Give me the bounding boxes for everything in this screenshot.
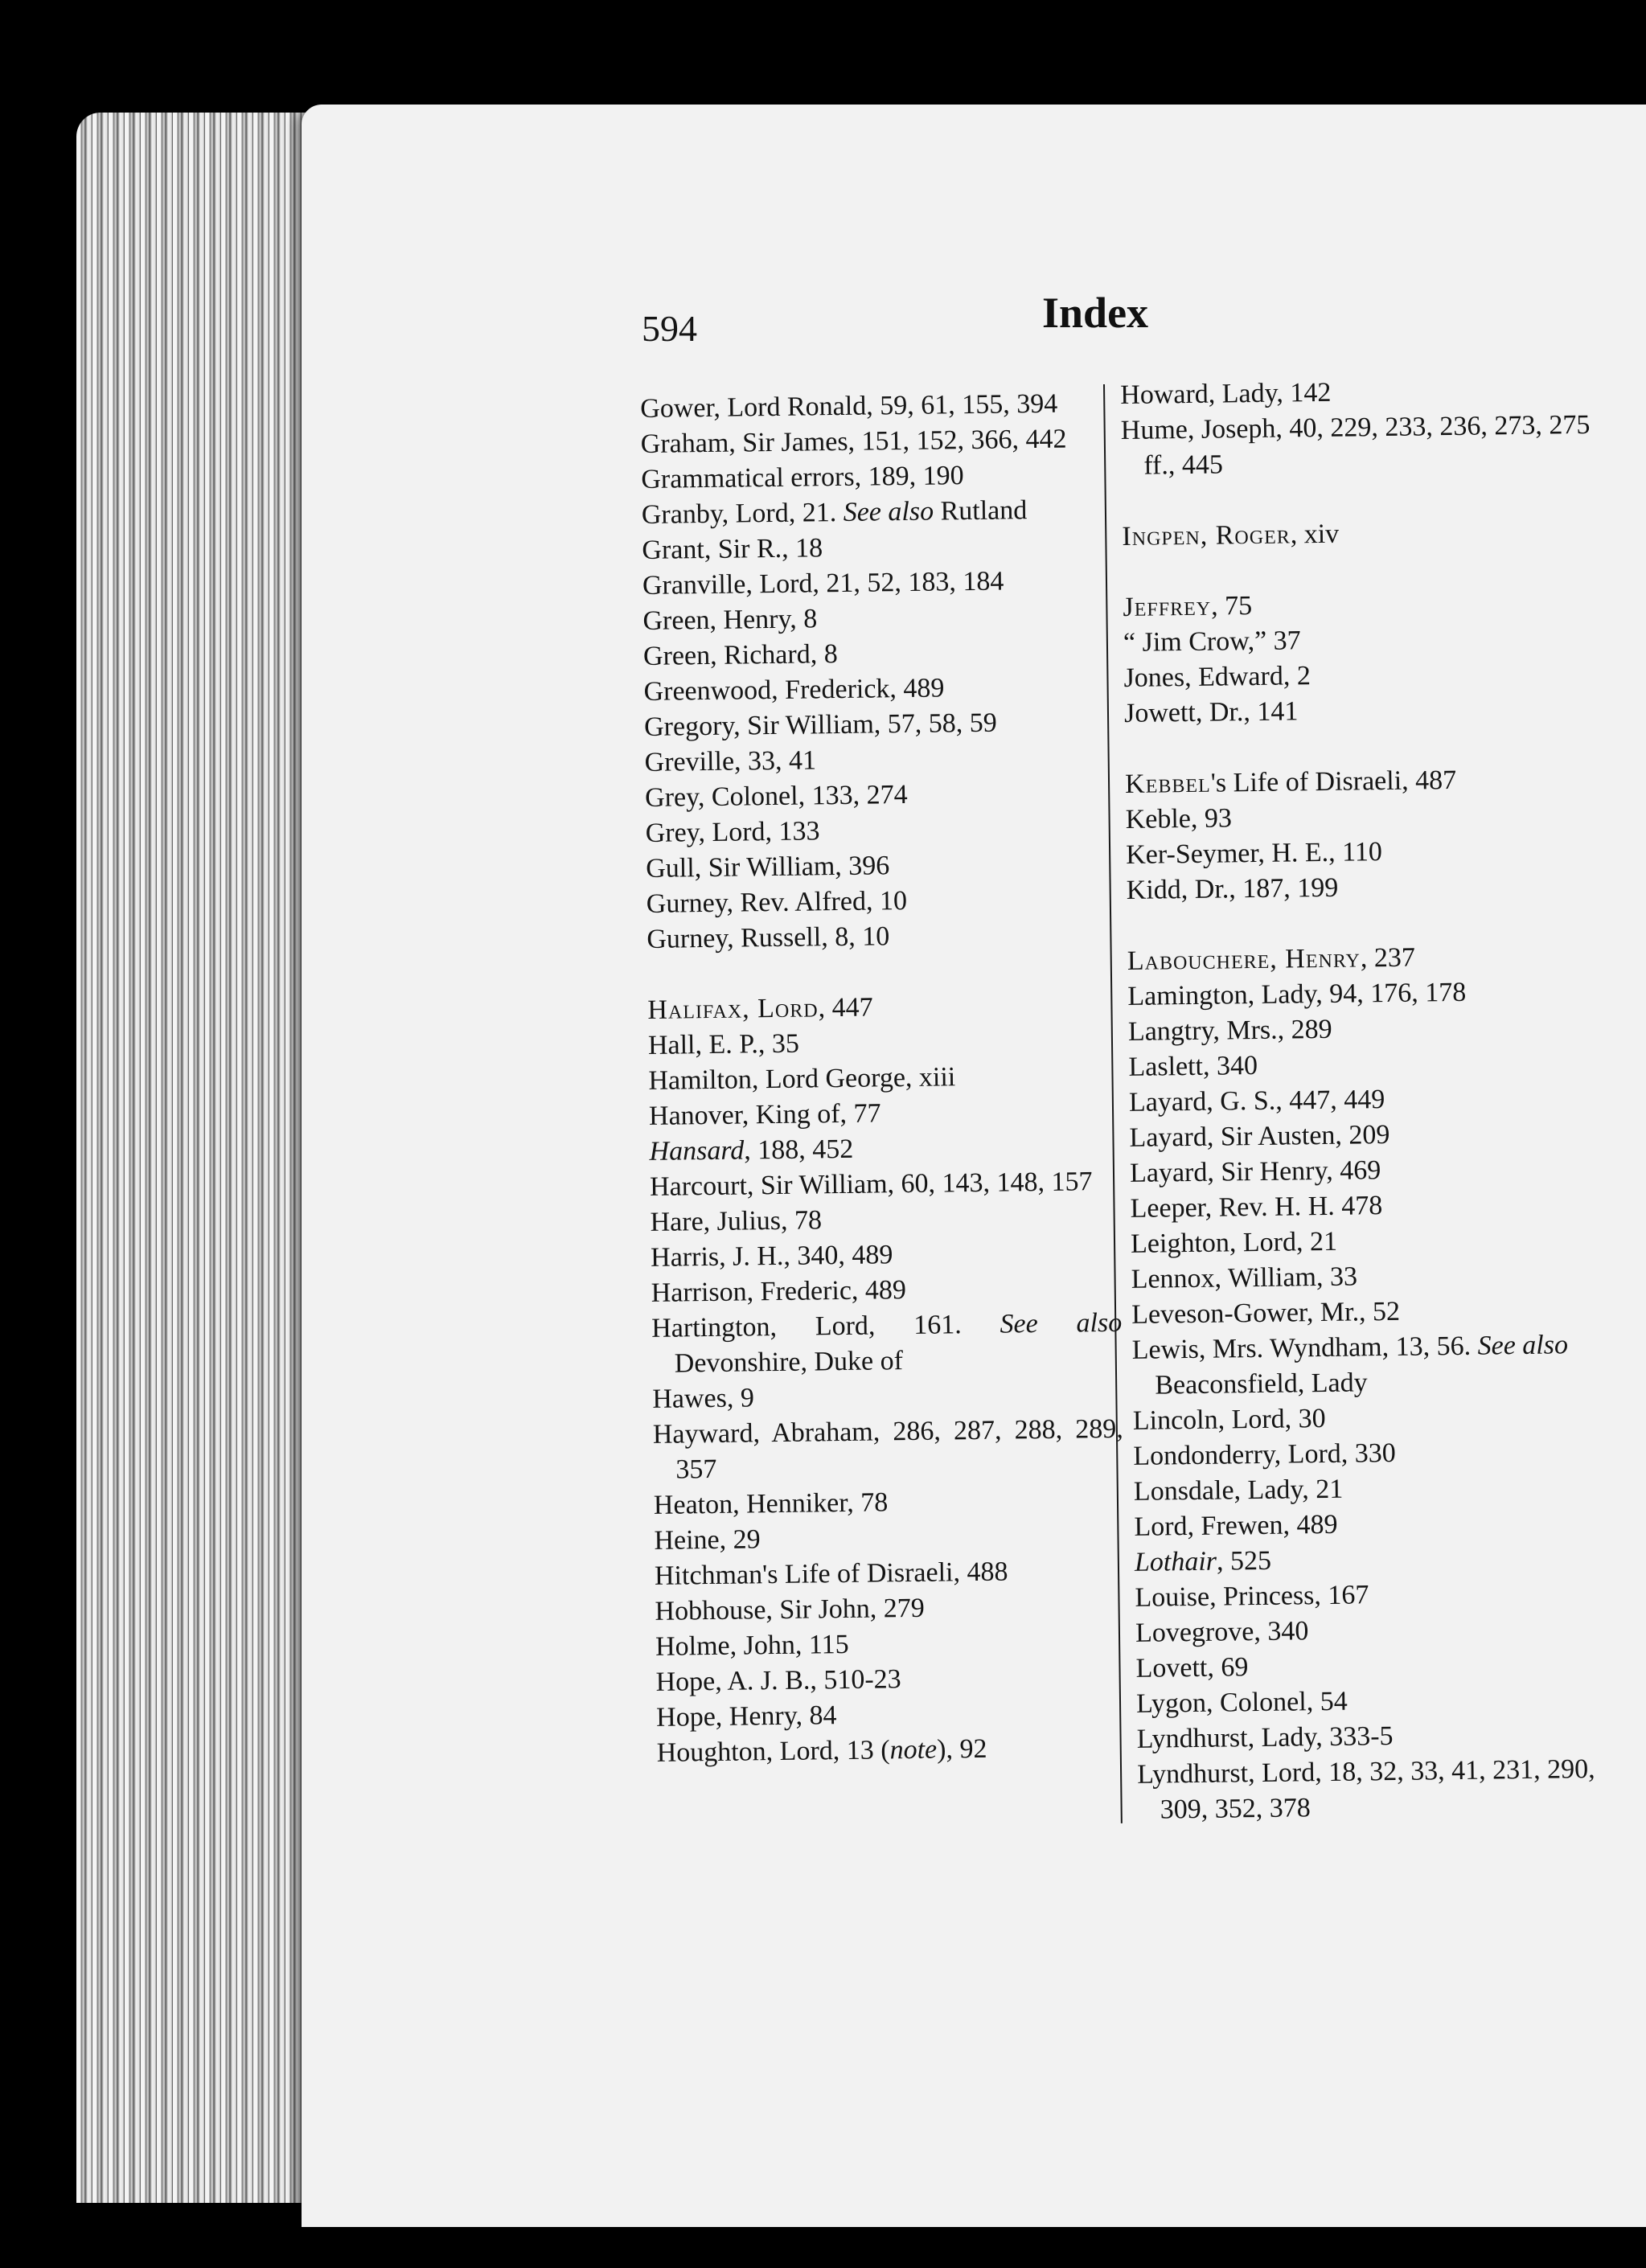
index-entry: Lovegrove, 340 [1135,1616,1309,1648]
index-entry: Grey, Lord, 133 [645,816,820,848]
index-entry: Gurney, Russell, 8, 10 [646,921,890,954]
index-entry: Gregory, Sir William, 57, 58, 59 [643,707,997,742]
index-entry: Langtry, Mrs., 289 [1127,1014,1332,1047]
index-entry: “ Jim Crow,” 37 [1123,625,1301,658]
index-entry: Hobhouse, Sir John, 279 [655,1593,926,1626]
page-title: Index [1042,289,1149,337]
index-entry: Granville, Lord, 21, 52, 183, 184 [642,566,1004,601]
index-entry: Ingpen, Roger, xiv [1122,519,1340,552]
index-entry: Jones, Edward, 2 [1123,661,1311,693]
index-entry: Harris, J. H., 340, 489 [650,1240,893,1273]
index-entry: Layard, Sir Austen, 209 [1129,1119,1390,1153]
index-entry: Labouchere, Henry, 237 [1127,942,1416,976]
index-entry: Keble, 93 [1125,803,1233,835]
index-entry: Kidd, Dr., 187, 199 [1126,872,1339,905]
index-entry: Graham, Sir James, 151, 152, 366, 442 [640,424,1067,459]
index-entry: Grey, Colonel, 133, 274 [644,779,908,813]
index-entry: Granby, Lord, 21. See also Rutland [641,495,1028,530]
index-entry: Kebbel's Life of Disraeli, 487 [1124,765,1457,799]
index-entry: Hanover, King of, 77 [648,1098,881,1131]
index-entry: Greville, 33, 41 [644,745,817,777]
index-entry: Green, Richard, 8 [642,639,838,671]
index-entry: Lyndhurst, Lady, 333-5 [1136,1720,1394,1754]
index-column-right [1120,372,1620,1828]
index-entry: Lothair, 525 [1134,1545,1272,1577]
index-entry: Gull, Sir William, 396 [646,851,890,884]
index-entry: Gurney, Rev. Alfred, 10 [646,885,908,919]
index-entry: Londonderry, Lord, 330 [1133,1437,1396,1471]
index-entry: Hope, Henry, 84 [655,1700,837,1733]
index-entry: Greenwood, Frederick, 489 [643,673,945,707]
book-page-edges [76,113,310,2203]
index-entry: Hartington, Lord, 161. See also Devonshire, Duke of [651,1307,1123,1379]
index-entry: Lamington, Lady, 94, 176, 178 [1127,977,1467,1011]
index-entry: Lewis, Mrs. Wyndham, 13, 56. See also Beaconsfield, Lady [1131,1330,1569,1401]
index-entry: Lennox, William, 33 [1131,1261,1358,1294]
index-entry: Hall, E. P., 35 [647,1028,800,1060]
index-entry: Layard, G. S., 447, 449 [1128,1085,1385,1118]
index-entry: Hume, Joseph, 40, 229, 233, 236, 273, 275 ff., 445 [1120,409,1591,481]
index-entry: Hayward, Abraham, 286, 287, 288, 289, 357 [652,1413,1124,1485]
index-entry: Gower, Lord Ronald, 59, 61, 155, 394 [640,388,1058,424]
index-entry: Lonsdale, Lady, 21 [1133,1474,1344,1507]
index-entry: Lygon, Colonel, 54 [1135,1686,1348,1719]
index-entry: Hansard, 188, 452 [649,1134,854,1167]
index-entry: Leveson-Gower, Mr., 52 [1131,1296,1401,1330]
index-entry: Holme, John, 115 [655,1629,849,1662]
index-entry: Lord, Frewen, 489 [1134,1509,1338,1542]
index-entry: Louise, Princess, 167 [1135,1580,1369,1613]
index-entry: Halifax, Lord, 447 [647,992,873,1025]
index-entry: Jeffrey, 75 [1123,591,1253,622]
index-entry: Howard, Lady, 142 [1120,377,1332,410]
index-entry: Grammatical errors, 189, 190 [641,461,964,494]
index-entry: Lincoln, Lord, 30 [1132,1403,1326,1436]
index-column-left [640,386,1127,1771]
index-entry: Layard, Sir Henry, 469 [1129,1155,1381,1188]
index-entry: Leighton, Lord, 21 [1130,1226,1338,1259]
index-entry: Lovett, 69 [1135,1652,1249,1684]
index-entry: Heine, 29 [654,1524,761,1556]
index-entry: Hawes, 9 [652,1383,755,1414]
index-entry: Harcourt, Sir William, 60, 143, 148, 157 [649,1167,1093,1202]
index-entry: Ker-Seymer, H. E., 110 [1126,837,1383,870]
index-entry: Hitchman's Life of Disraeli, 488 [654,1556,1008,1591]
index-entry: Laslett, 340 [1128,1050,1258,1082]
index-entry: Hope, A. J. B., 510-23 [655,1664,901,1697]
index-entry: Houghton, Lord, 13 (note), 92 [656,1733,987,1768]
index-entry: Grant, Sir R., 18 [642,533,823,565]
index-entry: Heaton, Henniker, 78 [653,1487,889,1520]
index-entry: Lyndhurst, Lord, 18, 32, 33, 41, 231, 290, 309, 352, 378 [1137,1753,1595,1825]
index-entry: Green, Henry, 8 [642,604,818,636]
index-entry: Hamilton, Lord George, xiii [648,1062,956,1096]
page-number: 594 [642,308,697,349]
index-entry: Leeper, Rev. H. H. 478 [1130,1191,1383,1224]
index-entry: Harrison, Frederic, 489 [651,1275,907,1308]
index-entry: Hare, Julius, 78 [650,1205,823,1237]
index-entry: Jowett, Dr., 141 [1123,696,1299,728]
